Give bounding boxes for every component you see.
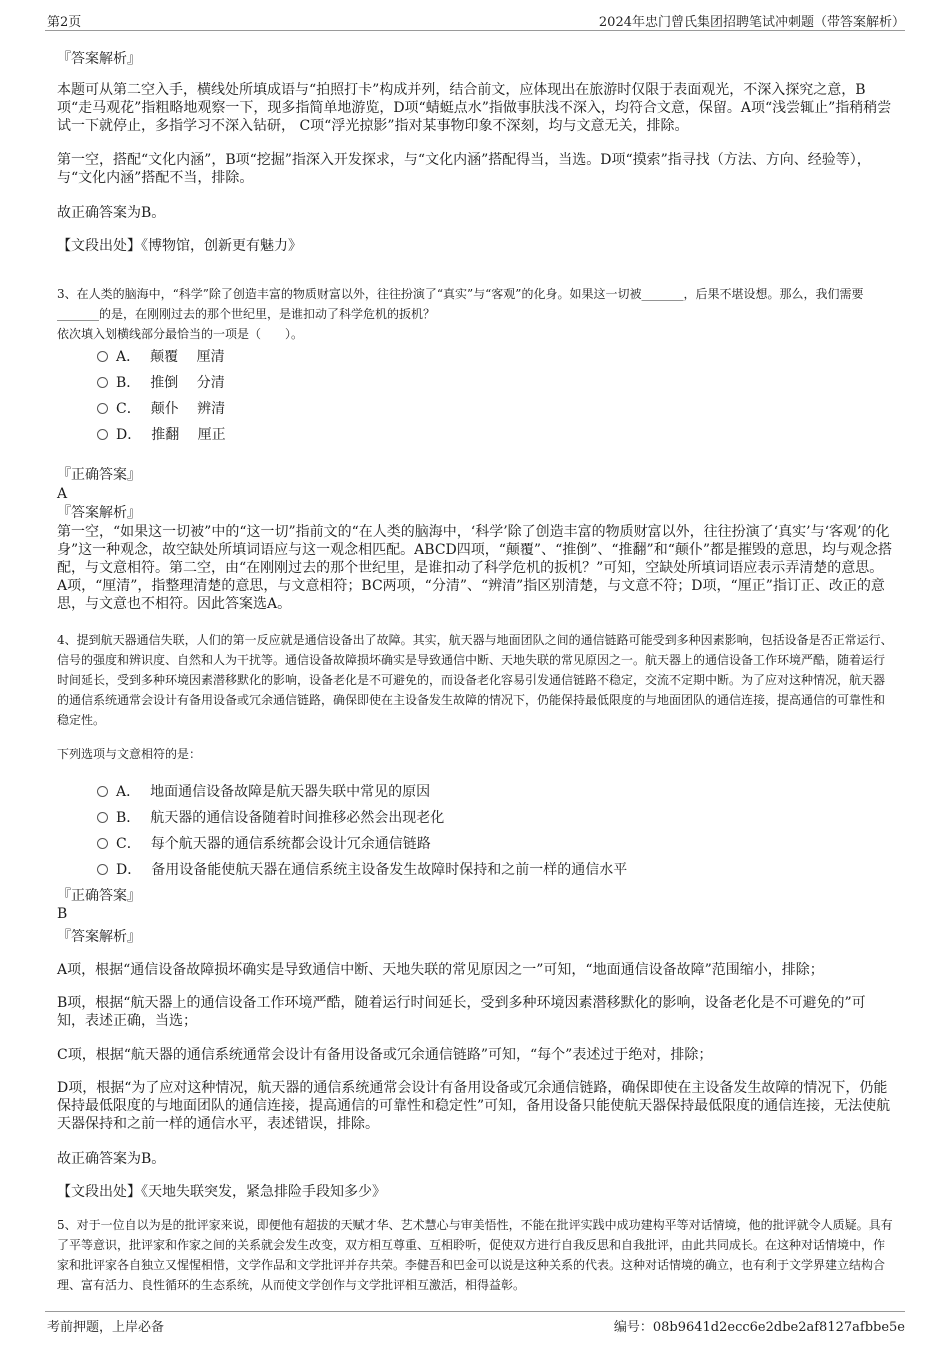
q4-analysis-item-c: C项，根据“航天器的通信系统通常会设计有备用设备或冗余通信链路”可知，“每个”表述过于绝对，排除； (57, 1047, 713, 1063)
option-text: 地面通信设备故障是航天器失联中常见的原因 (150, 784, 431, 800)
option-text: 颠覆 厘清 (150, 349, 225, 365)
q3-answer-heading: 『正确答案』 (57, 467, 141, 483)
option-letter: A． (116, 784, 141, 800)
q2-source: 【文段出处】《博物馆，创新更有魅力》 (57, 238, 302, 254)
radio-icon[interactable] (97, 403, 108, 414)
q4-option-b[interactable] (97, 807, 444, 827)
q4-option-c[interactable] (97, 833, 431, 853)
radio-icon[interactable] (97, 838, 108, 849)
q4-analysis-item-d: D项，根据“为了应对这种情况，航天器的通信系统通常会设计有备用设备或冗余通信链路，确保即使在主设备发生故障的情况下，仍能保持最低限度的与地面团队的通信连接，提高通信的可靠性和稳定性”可知，备用设备只能使航天器保持最低限度的通信连接，无法使航天器保持和之前一样的通信水平，表述错误，排除。 (57, 1080, 891, 1132)
q3-prompt: 依次填入划横线部分最恰当的一项是（ ）。 (57, 327, 304, 341)
option-text: 航天器的通信设备随着时间推移必然会出现老化 (150, 810, 445, 826)
radio-icon[interactable] (97, 377, 108, 388)
q5-passage: 5、对于一位自以为是的批评家来说，即便他有超拔的天赋才华、艺术慧心与审美悟性，不能在批评实践中成功建构平等对话情境，他的批评就令人质疑。具有了平等意识，批评家和作家之间的关系就会发生改变，双方相互尊重、互相聆听，促使双方进行自我反思和自我批评，由此共同成长。在这种对话情境中，作家和批评家各自独立又惺惺相惜，文学作品和文学批评并存共荣。李健吾和巴金可以说是这种关系的代表。这种对话情境的确立，也有利于文学界建立结构合理、富有活力、良性循环的生态系统，从而使文学创作与文学批评相互激活，相得益彰。 (57, 1218, 893, 1292)
option-letter: C． (116, 836, 141, 852)
document-serial: 编号：08b9641d2ecc6e2dbe2af8127afbbe5e (613, 1320, 905, 1335)
option-text: 每个航天器的通信系统都会设计冗余通信链路 (150, 836, 431, 852)
option-text: 推倒 分清 (150, 375, 225, 391)
q4-analysis-item-b: B项，根据“航天器上的通信设备工作环境严酷，随着运行时间延长，受到多种环境因素潜移默化的影响，设备老化是不可避免的”可知，表述正确，当选； (57, 995, 866, 1029)
radio-icon[interactable] (97, 812, 108, 823)
option-letter: C． (116, 401, 141, 417)
page-header (45, 8, 905, 31)
q2-analysis-para2: 第一空，搭配“文化内涵”，B项“挖掘”指深入开发探求，与“文化内涵”搭配得当，当选。D项“摸索”指寻找（方法、方向、经验等），与“文化内涵”搭配不当，排除。 (57, 152, 871, 186)
q4-conclusion: 故正确答案为B。 (57, 1151, 166, 1167)
radio-icon[interactable] (97, 351, 108, 362)
q3-answer: A (57, 486, 68, 502)
option-letter: D． (116, 862, 142, 878)
q4-passage: 4、提到航天器通信失联，人们的第一反应就是通信设备出了故障。其实，航天器与地面团队之间的通信链路可能受到多种因素影响，包括设备是否正常运行、信号的强度和辨识度、自然和人为干扰等。通信设备故障损坏确实是导致通信中断、天地失联的常见原因之一。航天器上的通信设备工作环境严酷，随着运行时间延长，受到多种环境因素潜移默化的影响，设备老化是不可避免的，而设备老化容易引发通信链路不稳定，交流不定期中断。为了应对这种情况，航天器的通信系统通常会设计有备用设备或冗余通信链路，确保即使在主设备发生故障的情况下，仍能保持最低限度的与地面团队的通信连接，提高通信的可靠性和稳定性。 (57, 633, 893, 727)
q4-option-d[interactable] (97, 859, 627, 879)
footer-slogan: 考前押题，上岸必备 (47, 1320, 165, 1335)
option-text: 推翻 厘正 (151, 427, 226, 443)
q4-analysis-heading: 『答案解析』 (57, 929, 141, 945)
q4-analysis-item-a: A项，根据“通信设备故障损坏确实是导致通信中断、天地失联的常见原因之一”可知，“地面通信设备故障”范围缩小，排除； (57, 962, 824, 978)
q3-option-d[interactable] (97, 424, 226, 444)
page-footer (45, 1311, 905, 1336)
q2-analysis-heading: 『答案解析』 (57, 51, 141, 67)
q4-answer: B (57, 906, 68, 922)
q4-answer-heading: 『正确答案』 (57, 888, 141, 904)
option-letter: B． (116, 810, 141, 826)
q4-prompt: 下列选项与文意相符的是： (57, 747, 202, 761)
q4-source: 【文段出处】《天地失联突发，紧急排险手段知多少》 (57, 1184, 386, 1200)
radio-icon[interactable] (97, 429, 108, 440)
option-text: 颠仆 辨清 (150, 401, 226, 417)
option-text: 备用设备能使航天器在通信系统主设备发生故障时保持和之前一样的通信水平 (151, 862, 628, 878)
document-title: 2024年忠门曾氏集团招聘笔试冲刺题（带答案解析） (598, 15, 905, 30)
option-letter: B． (116, 375, 141, 391)
q3-stem: 3、在人类的脑海中，“科学”除了创造丰富的物质财富以外，往往扮演了“真实”与“客观”的化身。如果这一切被_______，后果不堪设想。那么，我们需要_______的是，在刚刚过去的那个世纪里，是谁扣动了科学危机的扳机？ (57, 287, 864, 321)
q3-option-c[interactable] (97, 398, 225, 418)
page-number: 第2页 (47, 15, 82, 30)
q2-analysis-para1: 本题可从第二空入手，横线处所填成语与“拍照打卡”构成并列，结合前文，应体现出在旅游时仅限于表面观光，不深入探究之意，B项“走马观花”指粗略地观察一下，现多指简单地游览，D项“蜻蜓点水”指做事肤浅不深入，均符合文意，保留。A项“浅尝辄止”指稍稍尝试一下就停止，多指学习不深入钻研， C项“浮光掠影”指对某事物印象不深刻，均与文意无关，排除。 (57, 82, 892, 134)
q2-conclusion: 故正确答案为B。 (57, 205, 166, 221)
q3-option-a[interactable] (97, 346, 225, 366)
radio-icon[interactable] (97, 786, 108, 797)
q4-option-a[interactable] (97, 781, 430, 801)
q3-analysis-heading: 『答案解析』 (57, 505, 141, 521)
q3-analysis: 第一空，“如果这一切被”中的“这一切”指前文的“在人类的脑海中，‘科学’除了创造丰富的物质财富以外，往往扮演了‘真实’与‘客观’的化身”这一种观念，故空缺处所填词语应与这一观念相匹配。ABCD四项，“颠覆”、“推倒”、“推翻”和“颠仆”都是摧毁的意思，均与观念搭配，与文意相符。第二空，由“在刚刚过去的那个世纪里，是谁扣动了科学危机的扳机？”可知，空缺处所填词语应表示弄清楚的意思。A项，“厘清”，指整理清楚的意思，与文意相符；BC两项，“分清”、“辨清”指区别清楚，与文意不符；D项，“厘正”指订正、改正的意思，与文意也不相符。因此答案选A。 (57, 524, 893, 612)
option-letter: A． (116, 349, 141, 365)
option-letter: D． (116, 427, 142, 443)
q3-option-b[interactable] (97, 372, 225, 392)
radio-icon[interactable] (97, 864, 108, 875)
